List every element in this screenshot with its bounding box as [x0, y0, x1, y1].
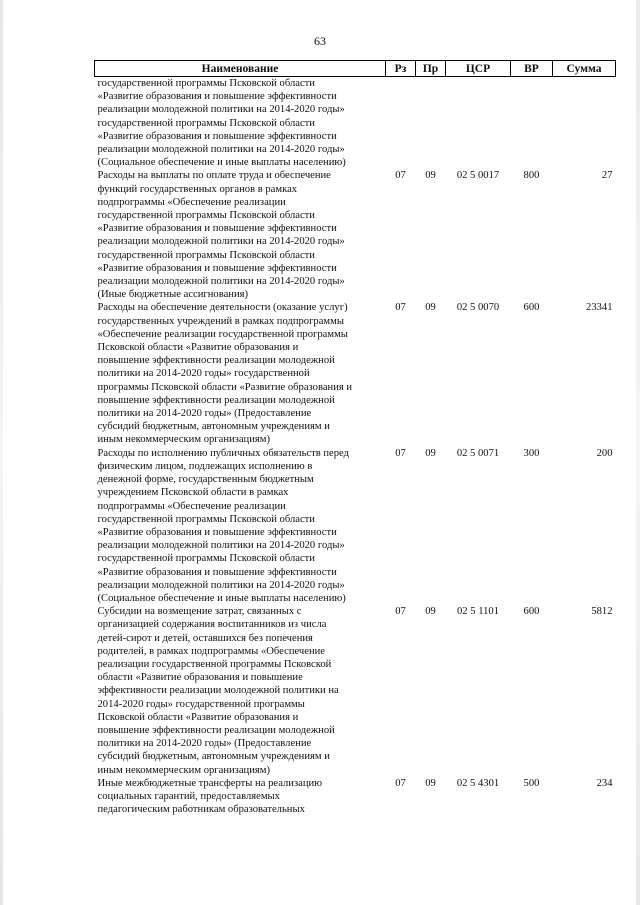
row-vr-cell: [511, 605, 553, 777]
row-csr-cell: [446, 301, 511, 446]
row-rz: 07: [395, 606, 406, 618]
row-vr-cell: [511, 777, 553, 817]
row-sum-cell: [553, 777, 616, 817]
row-rz: 07: [395, 170, 406, 182]
row-pr-cell: [416, 605, 446, 777]
row-pr-cell: [416, 77, 446, 170]
row-rz: 07: [395, 777, 406, 789]
row-sum-cell: [553, 301, 616, 446]
row-csr-cell: [446, 169, 511, 301]
row-rz-cell: [386, 169, 416, 301]
row-name: Расходы на обеспечение деятельности (оказание услуг) государственных учреждений в рамках подпрограммы «Обеспечение реализации государственной программы Псковской области «Развитие образования и повышение эффективности реализации молодежной политики на 2014-2020 годы» государственной программы Псковской области «Развитие образования и повышение эффективности реализации молодежной политики на 2014-2020 годы» (Предоставление субсидий бюджетным, автономным учреждениям и иным некоммерческим организациям): [97, 302, 353, 446]
row-vr: 300: [523, 447, 540, 459]
row-name: государственной программы Псковской области «Развитие образования и повышение эффективности реализации молодежной политики на 2014-2020 годы» государственной программы Псковской области «Развитие образования и повышение эффективности реализации молодежной политики на 2014-2020 годы» (Социальное обеспечение и иные выплаты населению): [97, 78, 346, 169]
row-rz: 07: [395, 302, 406, 314]
table-row: [95, 77, 616, 170]
row-rz: 07: [395, 447, 406, 459]
row-rz-cell: [386, 605, 416, 777]
row-pr-cell: [416, 447, 446, 605]
row-rz-cell: [386, 77, 416, 170]
row-pr: 09: [425, 777, 436, 789]
row-vr-cell: [511, 301, 553, 446]
row-name-cell: [95, 301, 386, 446]
row-name: Иные межбюджетные трансферты на реализацию социальных гарантий, предоставляемых педагогическим работникам образовательных: [97, 777, 323, 816]
table-header-row: [95, 61, 616, 77]
row-sum: 5812: [591, 606, 613, 618]
table-row: [95, 301, 616, 446]
row-rz-cell: [386, 447, 416, 605]
row-vr: 600: [523, 302, 540, 314]
table-body: [95, 77, 616, 817]
row-csr-cell: [446, 77, 511, 170]
row-rz-cell: [386, 301, 416, 446]
scan-edge-right: [636, 0, 640, 905]
row-sum-cell: [553, 447, 616, 605]
table-row: [95, 605, 616, 777]
row-sum-cell: [553, 169, 616, 301]
row-csr-cell: [446, 605, 511, 777]
row-pr-cell: [416, 301, 446, 446]
row-name-cell: [95, 169, 386, 301]
header-csr: ЦСР: [446, 61, 511, 77]
row-pr: 09: [425, 170, 436, 182]
row-name: Субсидии на возмещение затрат, связанных с организацией содержания воспитанников из числа детей-сирот и детей, оставшихся без попечения родителей, в рамках подпрограммы «Обеспечение реализации государственной программы Псковской области «Развитие образования и повышение эффективности реализации молодежной политики на 2014-2020 годы» государственной программы Псковской области «Развитие образования и повышение эффективности реализации молодежной политики на 2014-2020 годы» (Предоставление субсидий бюджетным, автономным учреждениям и иным некоммерческим организациям): [97, 606, 339, 776]
row-csr: 02 5 1101: [457, 606, 499, 618]
row-csr: 02 5 0071: [456, 447, 500, 459]
row-vr: 500: [523, 777, 540, 789]
row-csr: 02 5 0070: [456, 302, 500, 314]
row-vr-cell: [511, 447, 553, 605]
page-number: 63: [314, 34, 326, 48]
row-sum: 23341: [586, 302, 613, 314]
row-pr: 09: [425, 606, 436, 618]
row-csr: 02 5 4301: [456, 777, 500, 789]
row-vr: 800: [523, 170, 540, 182]
row-sum: 200: [596, 447, 613, 459]
row-name: Расходы по исполнению публичных обязательств перед физическим лицом, подлежащих исполнению в денежной форме, государственным бюджетным учреждением Псковской области в рамках подпрограммы «Обеспечение реализации государственной программы Псковской области «Развитие образования и повышение эффективности реализации молодежной политики на 2014-2020 годы» государственной программы Псковской области «Развитие образования и повышение эффективности реализации молодежной политики на 2014-2020 годы» (Социальное обеспечение и иные выплаты населению): [97, 447, 349, 604]
row-pr-cell: [416, 169, 446, 301]
row-rz-cell: [386, 777, 416, 817]
table-row: [95, 777, 616, 817]
row-sum: 27: [601, 170, 613, 182]
header-rz: Рз: [386, 61, 416, 77]
row-vr: 600: [523, 606, 540, 618]
row-name: Расходы на выплаты по оплате труда и обеспечение функций государственных органов в рамках подпрограммы «Обеспечение реализации государственной программы Псковской области «Развитие образования и повышение эффективности реализации молодежной политики на 2014-2020 годы» государственной программы Псковской области «Развитие образования и повышение эффективности реализации молодежной политики на 2014-2020 годы» (Иные бюджетные ассигнования): [97, 170, 345, 301]
row-sum: 234: [596, 777, 613, 789]
row-sum-cell: [553, 77, 616, 170]
header-sum: Сумма: [553, 61, 616, 77]
row-pr: 09: [425, 447, 436, 459]
row-name-cell: [95, 777, 386, 817]
row-csr: 02 5 0017: [456, 170, 500, 182]
row-vr-cell: [511, 169, 553, 301]
header-vr: ВР: [511, 61, 553, 77]
budget-table: [94, 60, 616, 816]
scan-edge-left: [0, 0, 3, 905]
header-pr: Пр: [416, 61, 446, 77]
row-name-cell: [95, 447, 386, 605]
table-row: [95, 169, 616, 301]
row-name-cell: [95, 77, 386, 170]
header-name: Наименование: [95, 61, 386, 77]
row-csr-cell: [446, 447, 511, 605]
row-csr-cell: [446, 777, 511, 817]
table-row: [95, 447, 616, 605]
row-vr-cell: [511, 77, 553, 170]
row-name-cell: [95, 605, 386, 777]
row-pr: 09: [425, 302, 436, 314]
row-sum-cell: [553, 605, 616, 777]
row-pr-cell: [416, 777, 446, 817]
